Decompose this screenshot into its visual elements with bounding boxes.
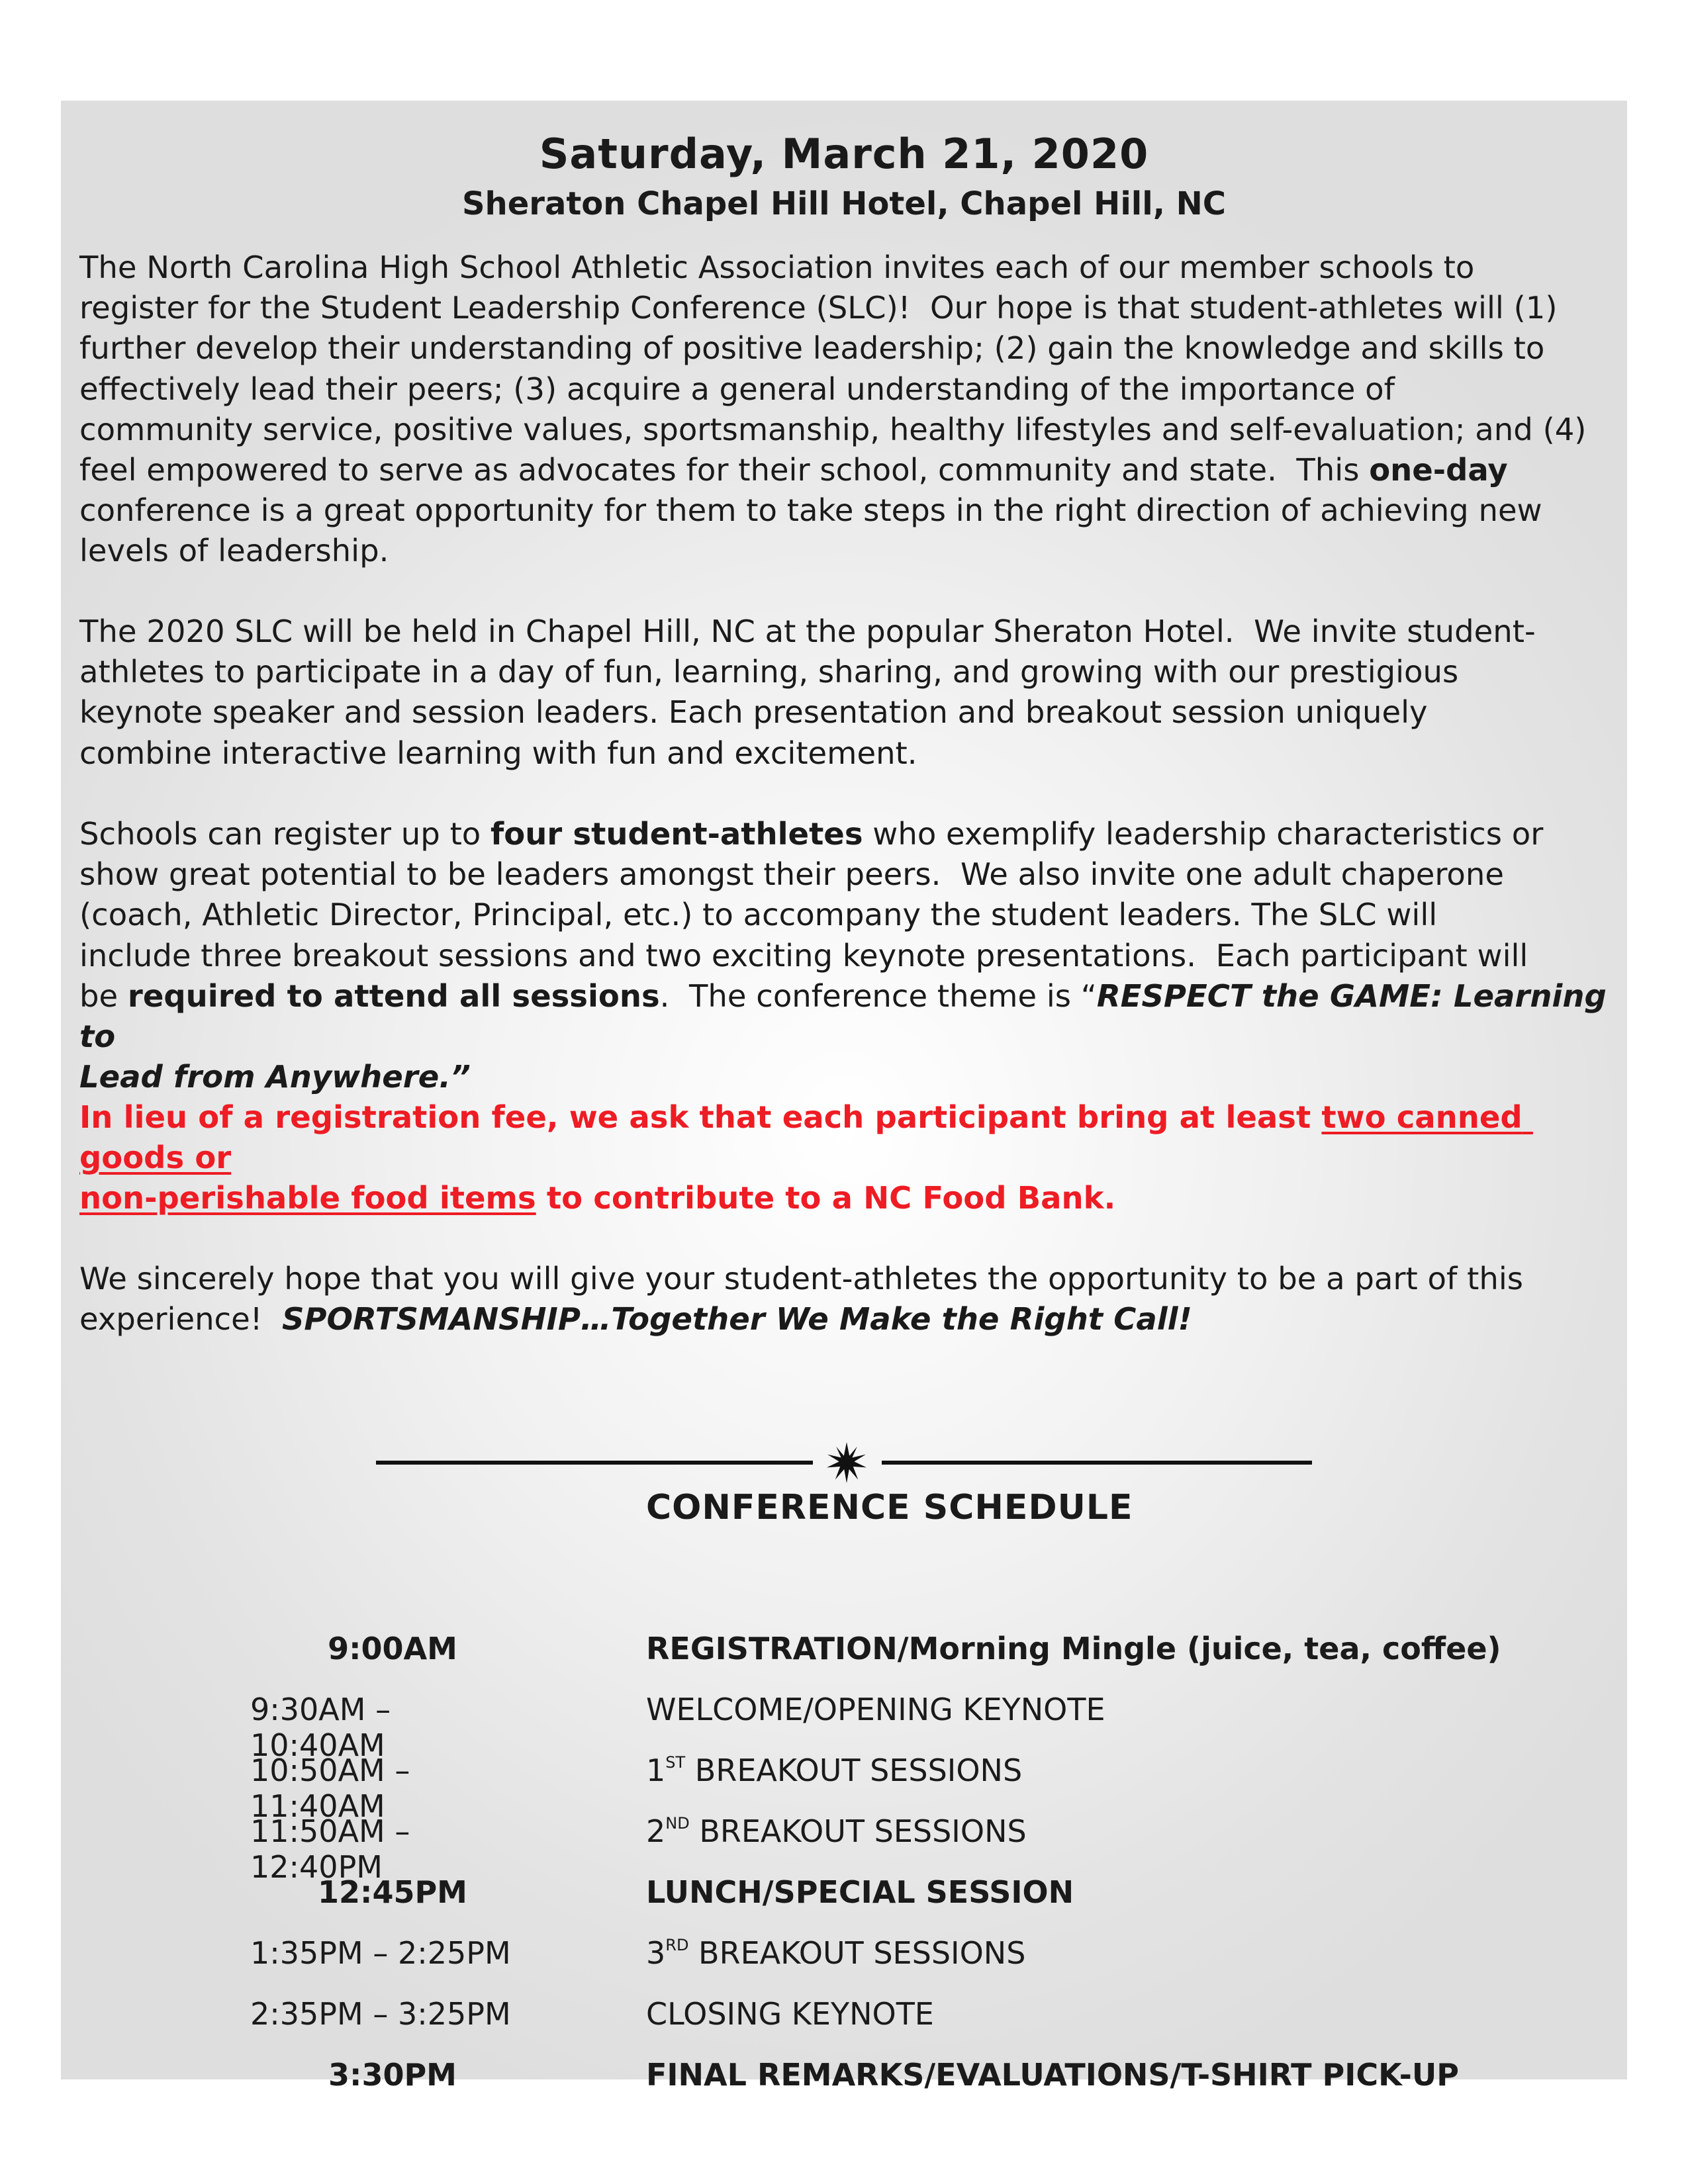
registration-text-b: who exemplify leadership characteristics or show great potential to be leaders amongst their peers. We also invite one adult chaperone (coach, Athletic Director, Principal, etc.) to accompany the student leaders. The SLC will include three breakout sessions and two exciting keynote presentations. Each participant will be xyxy=(79,816,1544,1014)
schedule-time: 9:30AM – 10:40AM xyxy=(250,1692,391,1763)
event-venue: Sheraton Chapel Hill Hotel, Chapel Hill, NC xyxy=(461,185,1227,222)
intro-text-b: conference is a great opportunity for them to take steps in the right direction of achieving new levels of leadership. xyxy=(79,492,1542,569)
schedule-time: 9:00AM xyxy=(328,1631,457,1666)
schedule-event: 3RD BREAKOUT SESSIONS xyxy=(646,1935,1026,1971)
intro-text-a: The North Carolina High School Athletic Association invites each of our member schools to register for the Student Leadership Conference (SLC)! Our hope is that student-athletes will (1) further develop their understanding of positive leadership; (2) gain the knowledge and skills to effectively lead their peers; (3) acquire a general understanding of the importance of community service, positive values, sportsmanship, healthy lifestyles and self-evaluation; and (4) feel empowered to serve as advocates for their school, community and state. This xyxy=(79,250,1587,488)
food-drive-text-a: In lieu of a registration fee, we ask that each participant bring at least xyxy=(79,1099,1322,1135)
schedule-title: CONFERENCE SCHEDULE xyxy=(646,1488,1133,1527)
food-drive-text-b: to contribute to a NC Food Bank. xyxy=(536,1180,1116,1216)
conference-theme: RESPECT the GAME: Learning to Lead from Anywhere.” xyxy=(79,978,1607,1095)
schedule-row xyxy=(61,1813,1627,1885)
starburst-icon xyxy=(826,1442,867,1483)
schedule-time: 2:35PM – 3:25PM xyxy=(250,1996,511,2032)
schedule-row xyxy=(61,1996,1627,2049)
food-drive-underline-b: non-perishable food items xyxy=(79,1180,536,1216)
schedule-time: 12:45PM xyxy=(318,1874,467,1910)
divider-left xyxy=(376,1461,813,1465)
schedule-row xyxy=(61,2057,1627,2110)
one-day-emphasis: one-day xyxy=(1369,452,1508,488)
attend-all-emphasis: required to attend all sessions xyxy=(127,978,660,1014)
schedule-event: CLOSING KEYNOTE xyxy=(646,1996,934,2032)
registration-text-a: Schools can register up to xyxy=(79,816,491,852)
four-athletes-emphasis: four student-athletes xyxy=(491,816,863,852)
event-date: Saturday, March 21, 2020 xyxy=(539,130,1149,178)
schedule-event: REGISTRATION/Morning Mingle (juice, tea, coffee) xyxy=(646,1631,1501,1666)
schedule-row xyxy=(61,1935,1627,1988)
divider-right xyxy=(882,1461,1312,1465)
schedule-time: 11:50AM – 12:40PM xyxy=(250,1813,410,1885)
schedule-event: 1ST BREAKOUT SESSIONS xyxy=(646,1752,1023,1788)
schedule-row xyxy=(61,1692,1627,1763)
schedule-row xyxy=(61,1631,1627,1684)
schedule-event: LUNCH/SPECIAL SESSION xyxy=(646,1874,1074,1910)
schedule-time: 10:50AM – 11:40AM xyxy=(250,1752,410,1824)
closing-text: We sincerely hope that you will give your student-athletes the opportunity to be a part of this experience! xyxy=(79,1261,1523,1338)
schedule-row xyxy=(61,1752,1627,1824)
flyer-panel xyxy=(61,101,1627,2093)
sportsmanship-tagline: SPORTSMANSHIP…Together We Make the Right Call! xyxy=(281,1301,1192,1338)
schedule-event: WELCOME/OPENING KEYNOTE xyxy=(646,1692,1105,1727)
closing-paragraph xyxy=(79,1259,1615,1340)
schedule-event: FINAL REMARKS/EVALUATIONS/T-SHIRT PICK-UP xyxy=(646,2057,1459,2093)
registration-text-c: . The conference theme is “ xyxy=(659,978,1097,1014)
schedule-time: 3:30PM xyxy=(328,2057,457,2093)
venue-paragraph: The 2020 SLC will be held in Chapel Hill, NC at the popular Sheraton Hotel. We invite student- athletes to participate in a day of fun, learning, sharing, and growing with our prestigious keynote speaker and session leaders. Each presentation and breakout session uniquely combine interactive learning with fun and excitement. xyxy=(79,614,1536,771)
schedule-row xyxy=(61,1874,1627,1927)
registration-paragraph xyxy=(79,814,1615,1097)
schedule-time: 1:35PM – 2:25PM xyxy=(250,1935,511,1971)
intro-paragraph xyxy=(79,248,1615,572)
food-drive-underline-a: two canned goods or xyxy=(79,1099,1533,1176)
schedule-event: 2ND BREAKOUT SESSIONS xyxy=(646,1813,1027,1849)
food-drive-paragraph xyxy=(79,1097,1615,1219)
